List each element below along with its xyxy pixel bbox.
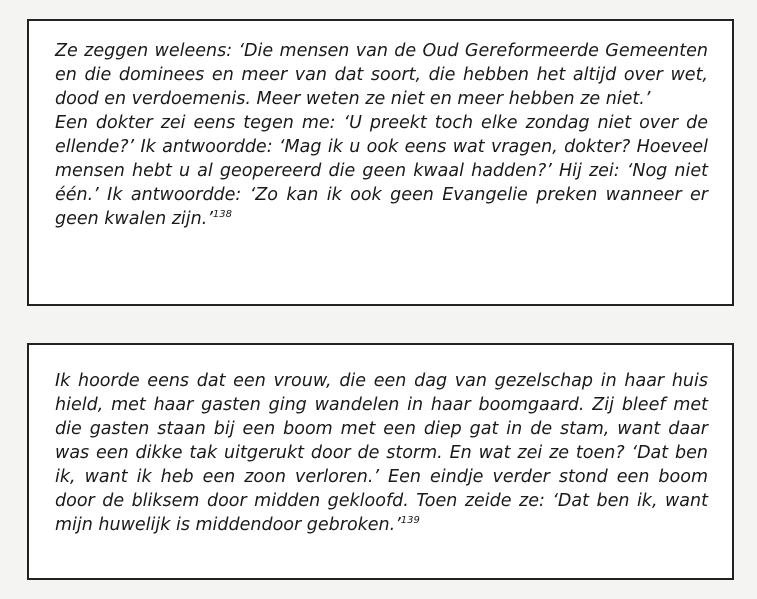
- quote-paragraph: [55, 369, 708, 537]
- quote-box-1: [27, 19, 734, 306]
- quote-paragraph: [55, 111, 708, 231]
- quote-paragraph: Ze zeggen weleens: ‘Die mensen van de Oud Gereformeerde Gemeenten en die dominees en meer van dat soort, die hebben het altijd over wet, dood en verdoemenis. Meer weten ze niet en meer hebben ze niet.’: [55, 41, 708, 109]
- quote-text: Ik hoorde eens dat een vrouw, die een dag van gezelschap in haar huis hield, met haar gasten ging wandelen in haar boomgaard. Zij bleef met die gasten staan bij een boom met een diep gat in de stam, want daar was een dikke tak uitgerukt door de storm. En wat zei ze toen? ‘Dat ben ik, want ik heb een zoon verloren.’ Een eindje verder stond een boom door de bliksem door midden gekloofd. Toen zeide ze: ‘Dat ben ik, want mijn huwelijk is middendoor gebroken.’: [55, 371, 708, 535]
- footnote-marker: 139: [400, 515, 420, 527]
- quote-text: Een dokter zei eens tegen me: ‘U preekt toch elke zondag niet over de ellende?’ Ik antwoordde: ‘Mag ik u ook eens wat vragen, dokter? Hoeveel mensen hebt u al geopereerd die geen kwaal hadden?’ Hij zei: ‘Nog niet één.’ Ik antwoordde: ‘Zo kan ik ook geen Evangelie preken wanneer er geen kwalen zijn.’: [55, 113, 708, 229]
- quote-box-2: [27, 343, 734, 580]
- footnote-marker: 138: [212, 209, 232, 221]
